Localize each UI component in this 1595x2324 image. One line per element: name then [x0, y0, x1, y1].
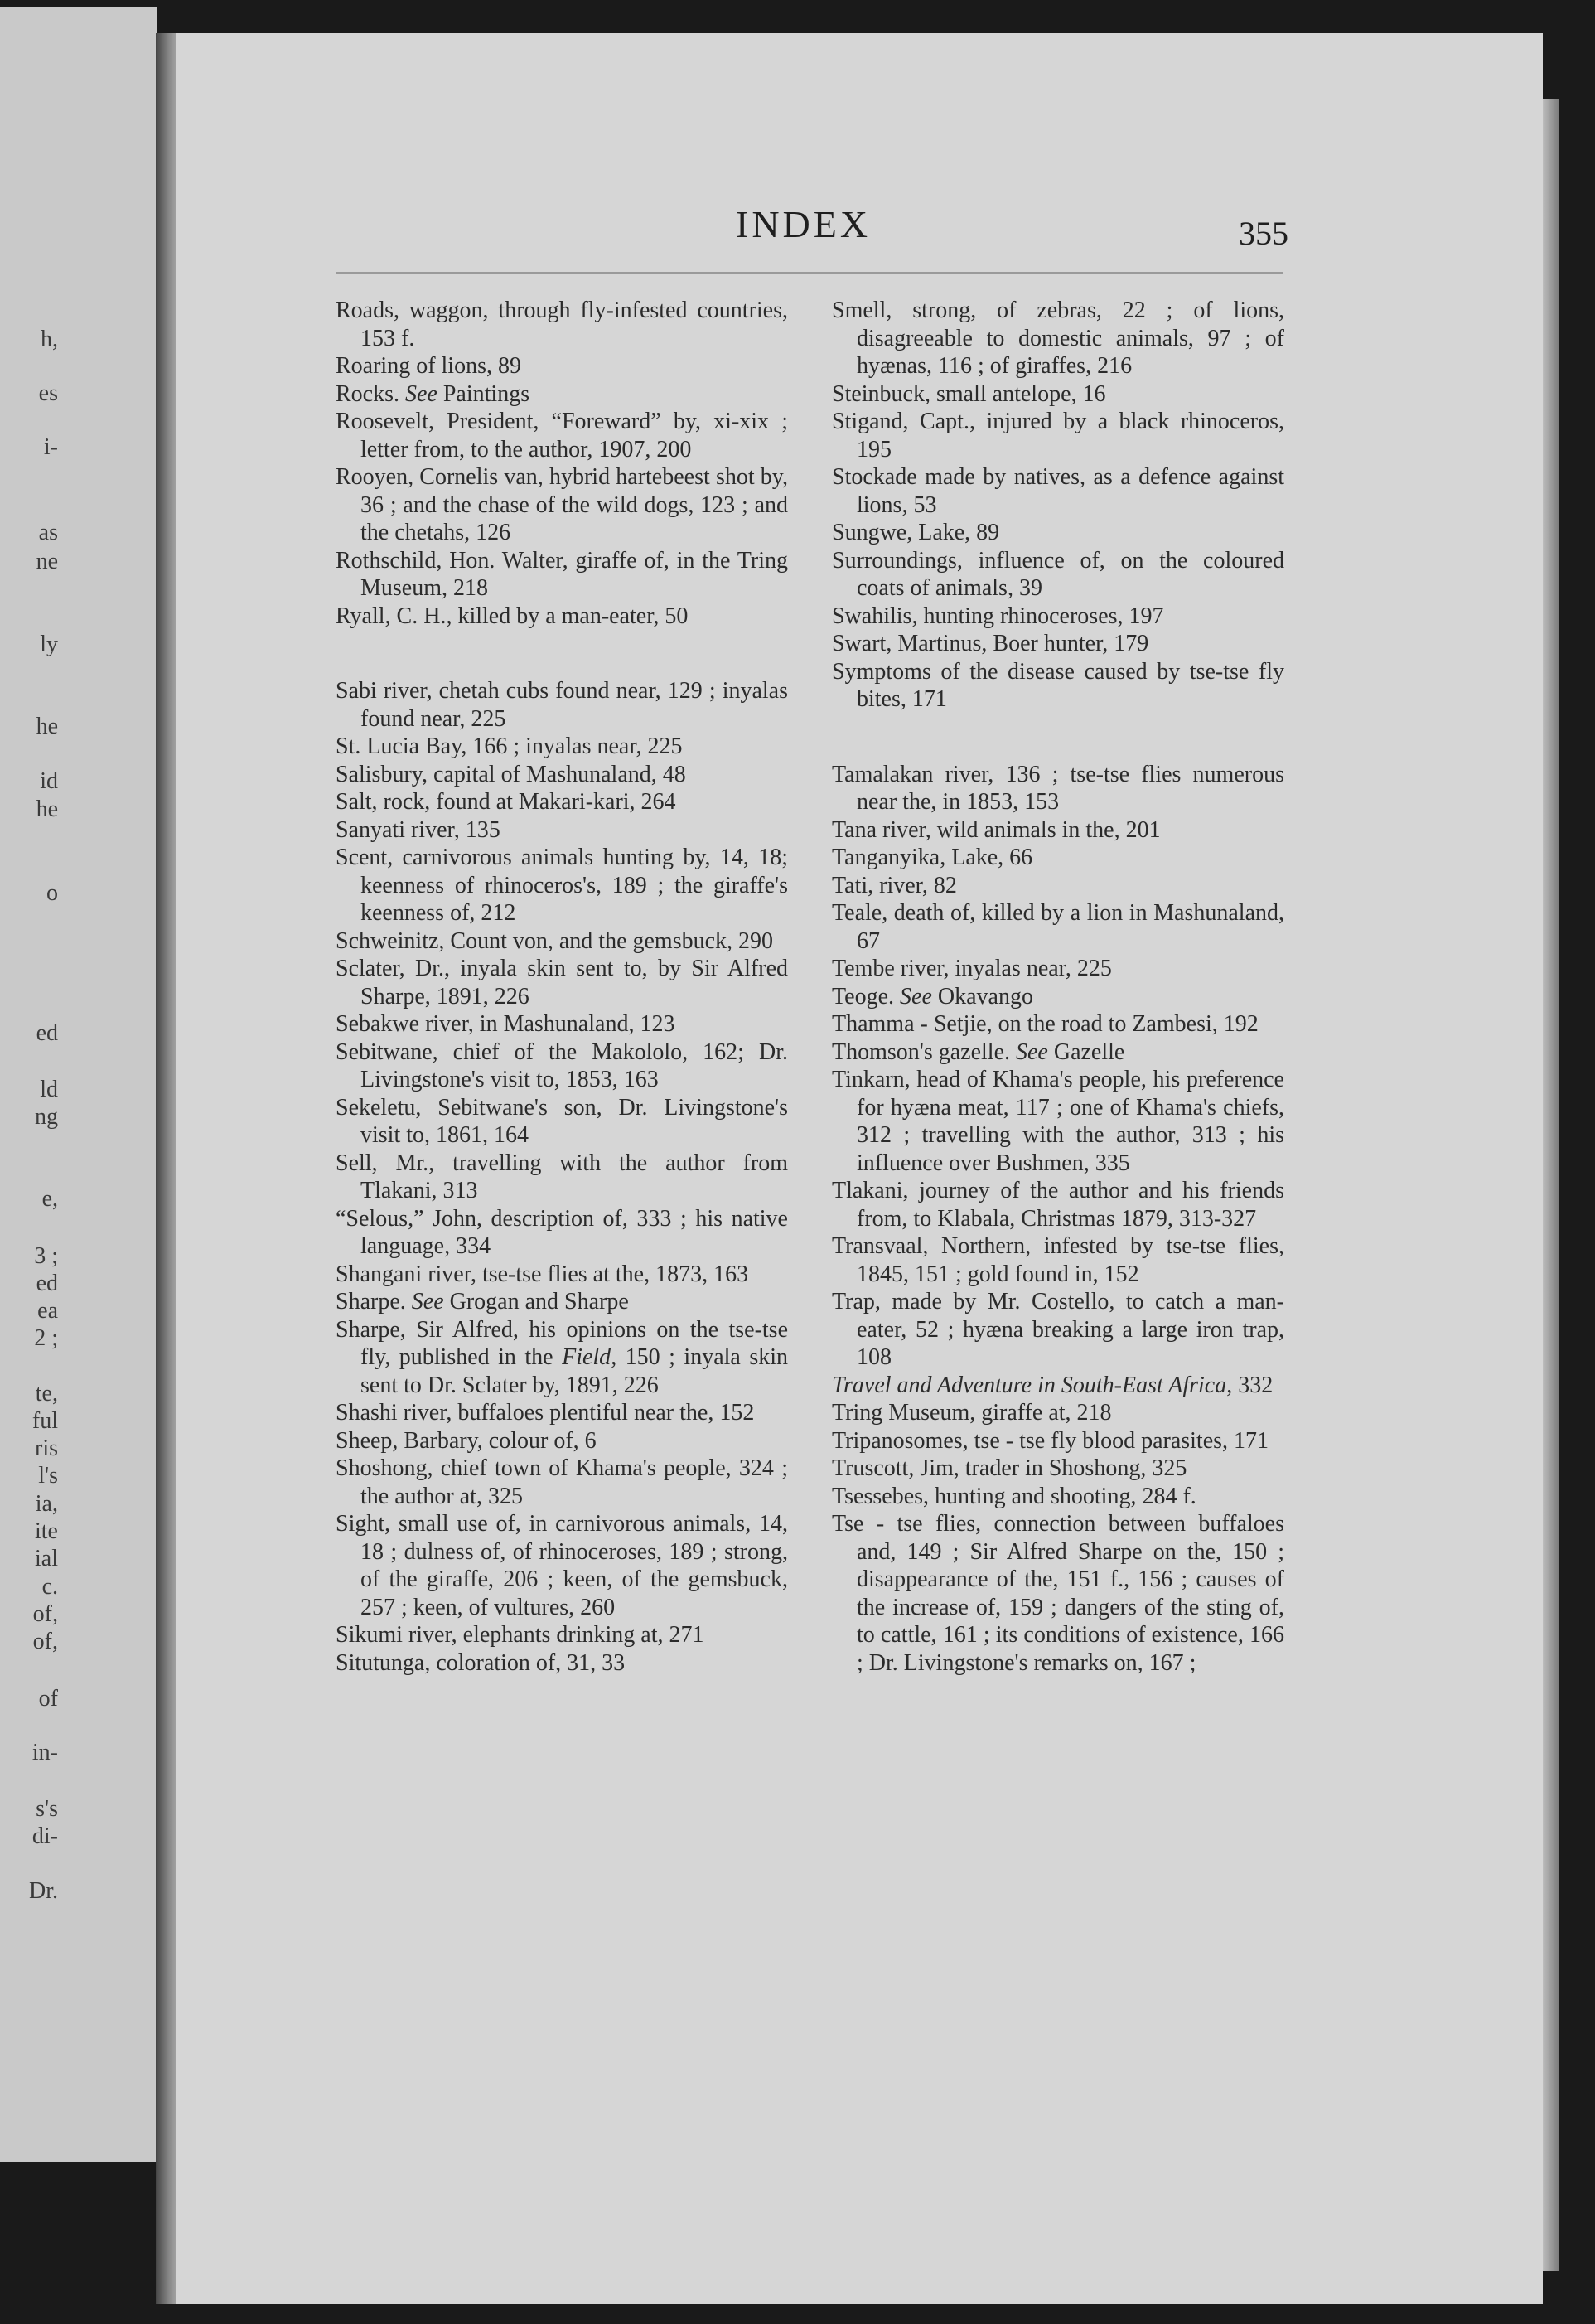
page-edge-shadow — [1543, 99, 1559, 2271]
facing-page-text-fragment: e, — [41, 1186, 58, 1212]
page-title: INDEX — [736, 203, 872, 245]
index-entry: Shangani river, tse-tse flies at the, 1873, 163 — [336, 1261, 749, 1287]
index-entry: Roosevelt, President, “Foreward” by, xi-xix ; letter from, to the author, 1907, 200 — [336, 409, 788, 462]
index-entry: Tana river, wild animals in the, 201 — [832, 816, 1161, 843]
index-entry: Sharpe. See Grogan and Sharpe — [336, 1289, 629, 1315]
facing-page-text-fragment: 3 ; — [34, 1243, 58, 1269]
index-entry: Tripanosomes, tse - tse fly blood parasites, 171 — [832, 1427, 1269, 1454]
facing-page-text-fragment: ld — [40, 1077, 58, 1102]
index-entry: Shashi river, buffaloes plentiful near the, 152 — [336, 1400, 755, 1426]
facing-page-text-fragment: of — [38, 1686, 58, 1712]
facing-page-text-fragment: ful — [31, 1408, 58, 1434]
facing-page-text-fragment: h, — [41, 327, 58, 352]
facing-page-text-fragment: in- — [31, 1740, 58, 1765]
index-entry: Rooyen, Cornelis van, hybrid hartebeest shot by, 36 ; and the chase of the wild dogs, 123 ; and the chetahs, 126 — [336, 464, 788, 545]
index-entry: Steinbuck, small antelope, 16 — [832, 380, 1106, 407]
index-entry: Tamalakan river, 136 ; tse-tse flies numerous near the, in 1853, 153 — [832, 761, 1284, 815]
index-column-left — [336, 297, 788, 1677]
facing-page-text-fragment: ne — [36, 549, 58, 574]
index-entry: Tsessebes, hunting and shooting, 284 f. — [832, 1483, 1196, 1509]
facing-page-text-fragment: of, — [32, 1601, 58, 1627]
facing-page-text-fragment: l's — [38, 1463, 58, 1489]
facing-page-text-fragment: ng — [35, 1104, 58, 1130]
index-entry: Smell, strong, of zebras, 22 ; of lions, disagreeable to domestic animals, 97 ; of hyænas, 116 ; of giraffes, 216 — [832, 298, 1284, 379]
facing-page-text-fragment: of, — [32, 1629, 58, 1654]
index-entry: Sabi river, chetah cubs found near, 129 ; inyalas found near, 225 — [336, 678, 788, 732]
facing-page-text-fragment: i- — [43, 434, 58, 460]
index-entry: Teale, death of, killed by a lion in Mashunaland, 67 — [832, 900, 1284, 954]
index-entry: Truscott, Jim, trader in Shoshong, 325 — [832, 1455, 1187, 1481]
index-entry: Rothschild, Hon. Walter, giraffe of, in the Tring Museum, 218 — [336, 547, 788, 601]
facing-page-text-fragment: te, — [35, 1381, 58, 1407]
facing-page-text-fragment: ris — [35, 1436, 58, 1461]
index-entry: Tlakani, journey of the author and his friends from, to Klabala, Christmas 1879, 313-327 — [832, 1178, 1284, 1232]
facing-page-text-fragment: es — [38, 380, 58, 406]
index-entry: Sekeletu, Sebitwane's son, Dr. Livingstone's visit to, 1861, 164 — [336, 1094, 788, 1148]
index-entry: Tembe river, inyalas near, 225 — [832, 956, 1112, 981]
index-entry: Teoge. See Okavango — [832, 983, 1033, 1009]
facing-page-text-fragment: 2 ; — [34, 1325, 58, 1351]
index-entry: Situtunga, coloration of, 31, 33 — [336, 1649, 626, 1676]
index-entry: Sell, Mr., travelling with the author from Tlakani, 313 — [336, 1150, 788, 1203]
index-column-right — [832, 297, 1284, 1677]
index-entry: Sclater, Dr., inyala skin sent to, by Sir Alfred Sharpe, 1891, 226 — [336, 956, 788, 1009]
index-entry: “Selous,” John, description of, 333 ; his native language, 334 — [336, 1205, 788, 1259]
index-entry: Symptoms of the disease caused by tse-tse fly bites, 171 — [832, 658, 1284, 712]
index-entry: Sanyati river, 135 — [336, 816, 500, 843]
index-entry: Sebitwane, chief of the Makololo, 162; Dr. Livingstone's visit to, 1853, 163 — [336, 1039, 788, 1092]
index-entry: Swahilis, hunting rhinoceroses, 197 — [832, 603, 1164, 629]
header-rule — [336, 272, 1283, 274]
index-entry: Tse - tse flies, connection between buffaloes and, 149 ; Sir Alfred Sharpe on the, 150 ; disappearance of the, 151 f., 156 ; causes of the increase of, 159 ; dangers of the sting of, to cattle, 161 ; its conditions of existence, 166 ; Dr. Livingstone's remarks on, 167 ; — [832, 1511, 1284, 1676]
facing-page-text-fragment: ed — [36, 1020, 58, 1046]
index-entry: Sight, small use of, in carnivorous animals, 14, 18 ; dulness of, of rhinoceroses, 189 ; strong, of the giraffe, 206 ; keen, of the gemsbuck, 257 ; keen, of vultures, 260 — [336, 1511, 788, 1620]
index-entry: Schweinitz, Count von, and the gemsbuck, 290 — [336, 927, 774, 954]
index-entry: Surroundings, influence of, on the coloured coats of animals, 39 — [832, 547, 1284, 601]
index-entry: Salt, rock, found at Makari-kari, 264 — [336, 789, 676, 815]
facing-page-text-fragment: di- — [31, 1823, 58, 1849]
index-entry: Travel and Adventure in South-East Africa, 332 — [832, 1372, 1274, 1398]
index-entry: Sheep, Barbary, colour of, 6 — [336, 1427, 597, 1454]
facing-page-text-fragment: ly — [40, 632, 58, 657]
facing-page-text-fragment: as — [38, 520, 58, 545]
facing-page-text-fragment: s's — [36, 1796, 58, 1822]
index-entry: Transvaal, Northern, infested by tse-tse flies, 1845, 151 ; gold found in, 152 — [832, 1233, 1284, 1287]
facing-page-text-fragment: he — [36, 714, 58, 739]
facing-page-text-fragment: ea — [37, 1298, 58, 1324]
facing-page-text-fragment: ed — [36, 1271, 58, 1296]
index-entry: Tring Museum, giraffe at, 218 — [832, 1400, 1112, 1426]
index-entry: Stigand, Capt., injured by a black rhinoceros, 195 — [832, 409, 1284, 462]
index-entry: Swart, Martinus, Boer hunter, 179 — [832, 631, 1149, 656]
index-entry: Tanganyika, Lake, 66 — [832, 845, 1033, 870]
index-entry: Trap, made by Mr. Costello, to catch a man-eater, 52 ; hyæna breaking a large iron trap, 108 — [832, 1289, 1284, 1370]
facing-page-text-fragment: ite — [35, 1518, 58, 1544]
facing-page-text-fragment: c. — [41, 1574, 58, 1600]
facing-page-text-fragment: Dr. — [29, 1878, 58, 1904]
index-entry: St. Lucia Bay, 166 ; inyalas near, 225 — [336, 734, 683, 759]
letter-section-gap — [832, 714, 1284, 761]
index-entry: Ryall, C. H., killed by a man-eater, 50 — [336, 603, 689, 629]
index-entry: Roaring of lions, 89 — [336, 353, 521, 379]
letter-section-gap — [336, 630, 788, 677]
index-entry: Sikumi river, elephants drinking at, 271 — [336, 1622, 704, 1648]
facing-page-text-fragment: ia, — [35, 1491, 58, 1517]
index-entry: Salisbury, capital of Mashunaland, 48 — [336, 761, 686, 787]
index-entry: Tinkarn, head of Khama's people, his preference for hyæna meat, 117 ; one of Khama's chiefs, 312 ; travelling with the author, 313 ; his influence over Bushmen, 335 — [832, 1067, 1284, 1176]
facing-page-text-fragment: o — [46, 880, 58, 906]
facing-page-text-fragment: he — [36, 796, 58, 822]
index-entry: Stockade made by natives, as a defence against lions, 53 — [832, 464, 1284, 518]
index-entry: Sungwe, Lake, 89 — [832, 520, 1000, 545]
index-entry: Thamma - Setjie, on the road to Zambesi, 192 — [832, 1011, 1259, 1037]
index-entry: Roads, waggon, through fly-infested countries, 153 f. — [336, 298, 788, 351]
facing-page-edge — [0, 7, 157, 2162]
index-entry: Shoshong, chief town of Khama's people, 324 ; the author at, 325 — [336, 1455, 788, 1509]
index-entry: Tati, river, 82 — [832, 872, 957, 898]
index-entry: Sebakwe river, in Mashunaland, 123 — [336, 1011, 675, 1037]
index-entry: Rocks. See Paintings — [336, 380, 530, 407]
facing-page-text-fragment: ial — [35, 1546, 58, 1571]
facing-page-text-fragment: id — [40, 768, 58, 794]
index-entry: Scent, carnivorous animals hunting by, 14, 18; keenness of rhinoceros's, 189 ; the giraffe's keenness of, 212 — [336, 845, 788, 926]
index-entry: Thomson's gazelle. See Gazelle — [832, 1039, 1125, 1065]
page-number: 355 — [1239, 215, 1288, 252]
index-entry: Sharpe, Sir Alfred, his opinions on the tse-tse fly, published in the Field, 150 ; inyala skin sent to Dr. Sclater by, 1891, 226 — [336, 1316, 788, 1398]
